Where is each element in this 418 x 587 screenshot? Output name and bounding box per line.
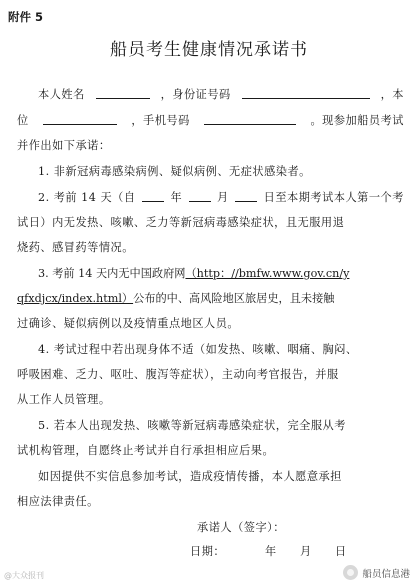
item-4-line-2: 呼吸困难、乏力、呕吐、腹泻等症状），主动向考官报告，并服 bbox=[17, 368, 339, 381]
date-year: 年 bbox=[265, 545, 277, 558]
document-title: 船员考生健康情况承诺书 bbox=[110, 40, 308, 60]
item-3-line-1 bbox=[38, 265, 404, 281]
closing-line-1: 如因提供不实信息参加考试，造成疫情传播，本人愿意承担 bbox=[38, 470, 342, 483]
item-2-blank-year bbox=[142, 189, 164, 202]
item-2-blank-day bbox=[235, 189, 257, 202]
intro-line-2 bbox=[17, 112, 404, 128]
item-4-line-1: 4. 考试过程中若出现身体不适（如发热、咳嗽、咽痛、胸闷、 bbox=[38, 343, 358, 356]
gov-link-part-2[interactable]: qfxdjcx/index.html） bbox=[17, 292, 134, 305]
item-1: 1. 非新冠病毒感染病例、疑似病例、无症状感染者。 bbox=[38, 165, 311, 178]
item-5-line-1: 5. 若本人出现发热、咳嗽等新冠病毒感染症状，完全服从考 bbox=[38, 419, 346, 432]
wechat-account-icon bbox=[343, 565, 358, 580]
name-blank bbox=[96, 86, 150, 99]
id-label: ，身份证号码 bbox=[160, 88, 231, 101]
item-3-line-2 bbox=[17, 290, 404, 306]
item-5-line-2: 试机构管理，自愿终止考试并自行承担相应后果。 bbox=[17, 444, 275, 457]
item-2-line-1 bbox=[38, 189, 404, 205]
date-day: 日 bbox=[335, 545, 347, 558]
item-2-blank-month bbox=[189, 189, 211, 202]
item-3-line-3: 过确诊、疑似病例以及疫情重点地区人员。 bbox=[17, 317, 240, 330]
intro-tail: 。现参加船员考试 bbox=[310, 114, 404, 127]
watermark-right bbox=[343, 565, 410, 580]
annex-label: 附件 5 bbox=[8, 10, 44, 24]
item-2-text-d: 日至本期考试本人第一个考 bbox=[263, 191, 404, 204]
item-2-text-a: 2. 考前 14 天（自 bbox=[38, 191, 136, 204]
phone-blank bbox=[204, 112, 296, 125]
name-label: 本人姓名 bbox=[38, 88, 85, 101]
date-month: 月 bbox=[300, 545, 312, 558]
unit-label-cont: 位 bbox=[17, 114, 29, 127]
unit-label: ，本 bbox=[380, 88, 404, 101]
date-label: 日期： bbox=[190, 545, 226, 558]
item-4-line-3: 从工作人员管理。 bbox=[17, 393, 111, 406]
item-2-line-3: 烧药、感冒药等情况。 bbox=[17, 241, 134, 254]
unit-blank bbox=[43, 112, 117, 125]
id-number-blank bbox=[242, 86, 370, 99]
phone-label: ，手机号码 bbox=[131, 114, 190, 127]
closing-line-2: 相应法律责任。 bbox=[17, 495, 99, 508]
intro-line-3: 并作出如下承诺： bbox=[17, 139, 111, 152]
watermark-left: @大众报刊 bbox=[4, 571, 44, 580]
item-2-month: 月 bbox=[217, 191, 229, 204]
item-2-year: 年 bbox=[170, 191, 183, 204]
gov-link-part-1[interactable]: （http：//bmfw.www.gov.cn/y bbox=[185, 267, 350, 280]
intro-line-1 bbox=[38, 86, 404, 102]
item-3-text-a: 3. 考前 14 天内无中国政府网 bbox=[38, 267, 186, 280]
watermark-right-text: 船员信息港 bbox=[362, 568, 410, 580]
item-2-line-2: 试日）内无发热、咳嗽、乏力等新冠病毒感染症状，且无服用退 bbox=[17, 216, 345, 229]
signer-label: 承诺人（签字）： bbox=[197, 521, 285, 534]
item-3-text-b: 公布的中、高风险地区旅居史，且未接触 bbox=[133, 292, 335, 305]
